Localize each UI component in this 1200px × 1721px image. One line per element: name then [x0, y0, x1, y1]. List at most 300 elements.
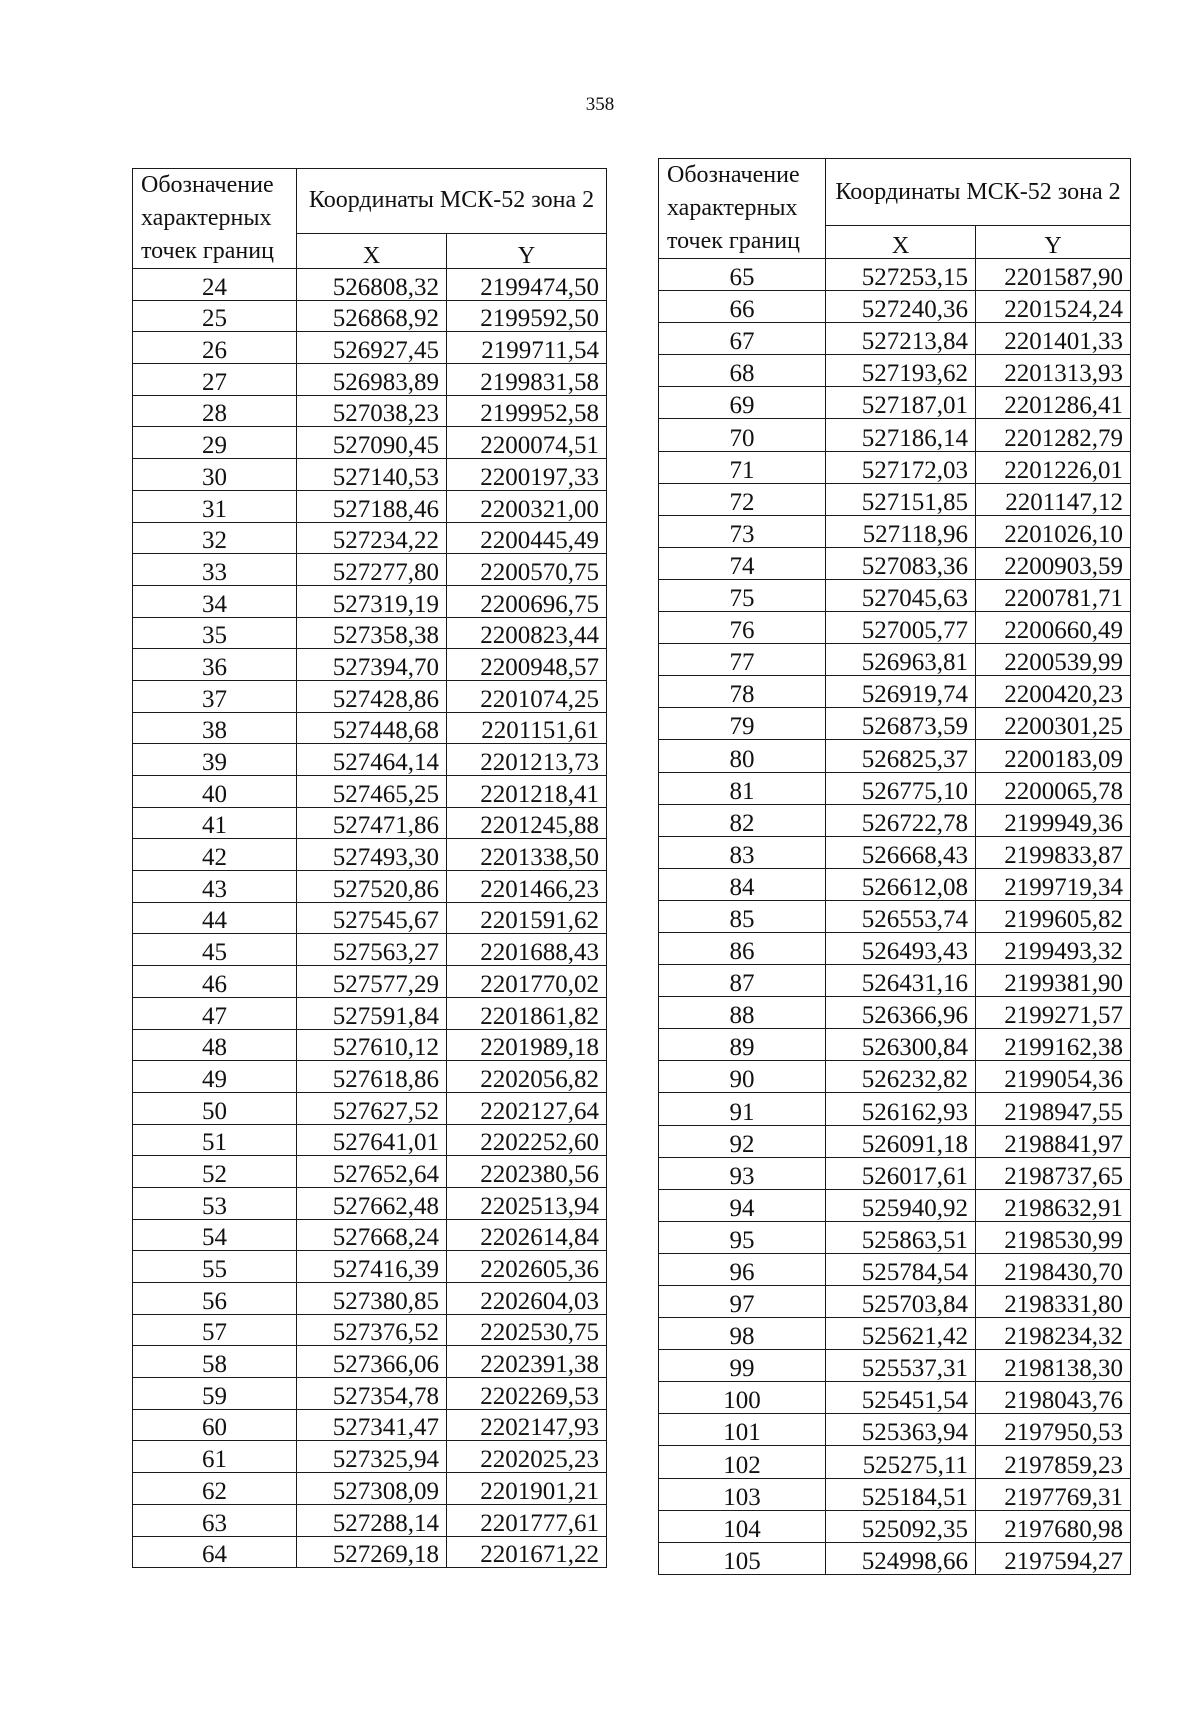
x-coordinate-cell: 527319,19: [297, 585, 447, 617]
y-coordinate-cell: 2200065,78: [976, 772, 1131, 804]
y-coordinate-cell: 2201688,43: [447, 934, 607, 966]
table-row: [659, 1061, 1131, 1093]
x-coordinate-cell: 527618,86: [297, 1061, 447, 1093]
point-number-cell: 49: [133, 1061, 297, 1093]
y-coordinate-cell: 2200696,75: [447, 585, 607, 617]
point-number-cell: 24: [133, 269, 297, 301]
point-number-cell: 45: [133, 934, 297, 966]
y-coordinate-cell: 2198430,70: [976, 1253, 1131, 1285]
y-coordinate-cell: 2202513,94: [447, 1187, 607, 1219]
table-row: [133, 332, 607, 364]
x-coordinate-cell: 527213,84: [826, 323, 976, 355]
header-y: Y: [447, 233, 607, 268]
point-number-cell: 95: [659, 1221, 826, 1253]
point-number-cell: 94: [659, 1189, 826, 1221]
y-coordinate-cell: 2202252,60: [447, 1124, 607, 1156]
y-coordinate-cell: 2201671,22: [447, 1536, 607, 1568]
point-number-cell: 101: [659, 1414, 826, 1446]
point-number-cell: 100: [659, 1382, 826, 1414]
x-coordinate-cell: 527662,48: [297, 1187, 447, 1219]
table-row: [659, 1253, 1131, 1285]
table-row: [659, 1286, 1131, 1318]
table-row: [659, 1093, 1131, 1125]
x-coordinate-cell: 527187,01: [826, 387, 976, 419]
point-number-cell: 50: [133, 1092, 297, 1124]
x-coordinate-cell: 525863,51: [826, 1221, 976, 1253]
point-number-cell: 28: [133, 395, 297, 427]
table-row: [659, 1350, 1131, 1382]
point-number-cell: 68: [659, 355, 826, 387]
x-coordinate-cell: 527240,36: [826, 291, 976, 323]
y-coordinate-cell: 2199719,34: [976, 868, 1131, 900]
y-coordinate-cell: 2198632,91: [976, 1189, 1131, 1221]
point-number-cell: 38: [133, 712, 297, 744]
table-row: [659, 965, 1131, 997]
table-row: [133, 522, 607, 554]
point-number-cell: 65: [659, 259, 826, 291]
y-coordinate-cell: 2202269,53: [447, 1378, 607, 1410]
x-coordinate-cell: 525184,51: [826, 1478, 976, 1510]
table-row: [659, 451, 1131, 483]
y-coordinate-cell: 2200183,09: [976, 740, 1131, 772]
x-coordinate-cell: 527083,36: [826, 547, 976, 579]
y-coordinate-cell: 2200903,59: [976, 547, 1131, 579]
point-number-cell: 75: [659, 579, 826, 611]
x-coordinate-cell: 527045,63: [826, 579, 976, 611]
table-row: [133, 776, 607, 808]
x-coordinate-cell: 527464,14: [297, 744, 447, 776]
point-number-cell: 72: [659, 483, 826, 515]
point-number-cell: 98: [659, 1318, 826, 1350]
coordinates-table-left: [132, 168, 607, 1568]
y-coordinate-cell: 2200420,23: [976, 676, 1131, 708]
table-row: [133, 649, 607, 681]
y-coordinate-cell: 2200539,99: [976, 644, 1131, 676]
table-row: [659, 259, 1131, 291]
x-coordinate-cell: 526232,82: [826, 1061, 976, 1093]
y-coordinate-cell: 2197859,23: [976, 1446, 1131, 1478]
point-number-cell: 35: [133, 617, 297, 649]
table-row: [133, 617, 607, 649]
table-row: [659, 1189, 1131, 1221]
table-row: [659, 579, 1131, 611]
point-number-cell: 46: [133, 966, 297, 998]
y-coordinate-cell: 2197950,53: [976, 1414, 1131, 1446]
table-row: [659, 900, 1131, 932]
y-coordinate-cell: 2198841,97: [976, 1125, 1131, 1157]
table-row: [659, 291, 1131, 323]
table-row: [659, 1221, 1131, 1253]
y-coordinate-cell: 2201151,61: [447, 712, 607, 744]
header-y: Y: [976, 226, 1131, 259]
x-coordinate-cell: 527253,15: [826, 259, 976, 291]
y-coordinate-cell: 2199271,57: [976, 997, 1131, 1029]
x-coordinate-cell: 527416,39: [297, 1251, 447, 1283]
table-row: [659, 708, 1131, 740]
point-number-cell: 67: [659, 323, 826, 355]
y-coordinate-cell: 2201286,41: [976, 387, 1131, 419]
y-coordinate-cell: 2202147,93: [447, 1409, 607, 1441]
table-row: [133, 1283, 607, 1315]
y-coordinate-cell: 2201989,18: [447, 1029, 607, 1061]
point-number-cell: 85: [659, 900, 826, 932]
table-row: [133, 1409, 607, 1441]
x-coordinate-cell: 527341,47: [297, 1409, 447, 1441]
x-coordinate-cell: 524998,66: [826, 1542, 976, 1574]
table-row: [659, 772, 1131, 804]
x-coordinate-cell: 527591,84: [297, 997, 447, 1029]
y-coordinate-cell: 2201147,12: [976, 483, 1131, 515]
table-row: [659, 419, 1131, 451]
y-coordinate-cell: 2201587,90: [976, 259, 1131, 291]
x-coordinate-cell: 527354,78: [297, 1378, 447, 1410]
point-number-cell: 54: [133, 1219, 297, 1251]
y-coordinate-cell: 2201861,82: [447, 997, 607, 1029]
point-number-cell: 87: [659, 965, 826, 997]
y-coordinate-cell: 2201213,73: [447, 744, 607, 776]
x-coordinate-cell: 527428,86: [297, 680, 447, 712]
y-coordinate-cell: 2198947,55: [976, 1093, 1131, 1125]
y-coordinate-cell: 2201245,88: [447, 807, 607, 839]
y-coordinate-cell: 2199381,90: [976, 965, 1131, 997]
table-row: [133, 1156, 607, 1188]
point-number-cell: 51: [133, 1124, 297, 1156]
table-row: [659, 644, 1131, 676]
x-coordinate-cell: 525621,42: [826, 1318, 976, 1350]
x-coordinate-cell: 525451,54: [826, 1382, 976, 1414]
y-coordinate-cell: 2199711,54: [447, 332, 607, 364]
point-number-cell: 84: [659, 868, 826, 900]
x-coordinate-cell: 526927,45: [297, 332, 447, 364]
x-coordinate-cell: 525940,92: [826, 1189, 976, 1221]
point-number-cell: 92: [659, 1125, 826, 1157]
y-coordinate-cell: 2202614,84: [447, 1219, 607, 1251]
point-number-cell: 53: [133, 1187, 297, 1219]
point-number-cell: 60: [133, 1409, 297, 1441]
x-coordinate-cell: 526366,96: [826, 997, 976, 1029]
table-row: [133, 934, 607, 966]
point-number-cell: 58: [133, 1346, 297, 1378]
point-number-cell: 91: [659, 1093, 826, 1125]
y-coordinate-cell: 2202380,56: [447, 1156, 607, 1188]
x-coordinate-cell: 527627,52: [297, 1092, 447, 1124]
y-coordinate-cell: 2202604,03: [447, 1283, 607, 1315]
y-coordinate-cell: 2198234,32: [976, 1318, 1131, 1350]
x-coordinate-cell: 527186,14: [826, 419, 976, 451]
y-coordinate-cell: 2202127,64: [447, 1092, 607, 1124]
point-number-cell: 88: [659, 997, 826, 1029]
point-number-cell: 74: [659, 547, 826, 579]
point-number-cell: 27: [133, 364, 297, 396]
point-number-cell: 34: [133, 585, 297, 617]
header-x: X: [826, 226, 976, 259]
y-coordinate-cell: 2198138,30: [976, 1350, 1131, 1382]
y-coordinate-cell: 2202391,38: [447, 1346, 607, 1378]
header-x: X: [297, 233, 447, 268]
table-row: [133, 1473, 607, 1505]
x-coordinate-cell: 525275,11: [826, 1446, 976, 1478]
x-coordinate-cell: 527448,68: [297, 712, 447, 744]
x-coordinate-cell: 527090,45: [297, 427, 447, 459]
x-coordinate-cell: 527376,52: [297, 1314, 447, 1346]
y-coordinate-cell: 2201074,25: [447, 680, 607, 712]
x-coordinate-cell: 526983,89: [297, 364, 447, 396]
table-row: [133, 1187, 607, 1219]
x-coordinate-cell: 526493,43: [826, 932, 976, 964]
y-coordinate-cell: 2201466,23: [447, 871, 607, 903]
point-number-cell: 59: [133, 1378, 297, 1410]
point-number-cell: 52: [133, 1156, 297, 1188]
point-number-cell: 42: [133, 839, 297, 871]
point-number-cell: 39: [133, 744, 297, 776]
y-coordinate-cell: 2199592,50: [447, 300, 607, 332]
x-coordinate-cell: 527545,67: [297, 902, 447, 934]
x-coordinate-cell: 527471,86: [297, 807, 447, 839]
point-number-cell: 103: [659, 1478, 826, 1510]
x-coordinate-cell: 527394,70: [297, 649, 447, 681]
table-row: [133, 1219, 607, 1251]
y-coordinate-cell: 2201777,61: [447, 1504, 607, 1536]
y-coordinate-cell: 2199162,38: [976, 1029, 1131, 1061]
x-coordinate-cell: 527325,94: [297, 1441, 447, 1473]
point-number-cell: 79: [659, 708, 826, 740]
point-number-cell: 57: [133, 1314, 297, 1346]
point-number-cell: 44: [133, 902, 297, 934]
y-coordinate-cell: 2201026,10: [976, 515, 1131, 547]
y-coordinate-cell: 2201901,21: [447, 1473, 607, 1505]
table-row: [659, 1318, 1131, 1350]
x-coordinate-cell: 527668,24: [297, 1219, 447, 1251]
table-row: [659, 868, 1131, 900]
x-coordinate-cell: 527308,09: [297, 1473, 447, 1505]
point-number-cell: 25: [133, 300, 297, 332]
point-number-cell: 76: [659, 612, 826, 644]
table-row: [133, 1536, 607, 1568]
point-number-cell: 29: [133, 427, 297, 459]
x-coordinate-cell: 526431,16: [826, 965, 976, 997]
table-row: [133, 997, 607, 1029]
y-coordinate-cell: 2201770,02: [447, 966, 607, 998]
table-row: [133, 1029, 607, 1061]
x-coordinate-cell: 527577,29: [297, 966, 447, 998]
point-number-cell: 99: [659, 1350, 826, 1382]
header-designation: Обозначение характерных точек границ: [133, 169, 297, 269]
x-coordinate-cell: 527118,96: [826, 515, 976, 547]
table-row: [133, 1124, 607, 1156]
x-coordinate-cell: 527288,14: [297, 1504, 447, 1536]
x-coordinate-cell: 527652,64: [297, 1156, 447, 1188]
table-row: [133, 807, 607, 839]
x-coordinate-cell: 526919,74: [826, 676, 976, 708]
point-number-cell: 36: [133, 649, 297, 681]
point-number-cell: 69: [659, 387, 826, 419]
y-coordinate-cell: 2200823,44: [447, 617, 607, 649]
table-row: [133, 680, 607, 712]
y-coordinate-cell: 2198530,99: [976, 1221, 1131, 1253]
y-coordinate-cell: 2199831,58: [447, 364, 607, 396]
header-coordinates: Координаты МСК-52 зона 2: [297, 169, 607, 234]
x-coordinate-cell: 527493,30: [297, 839, 447, 871]
x-coordinate-cell: 527172,03: [826, 451, 976, 483]
table-row: [133, 269, 607, 301]
table-row: [659, 483, 1131, 515]
x-coordinate-cell: 527140,53: [297, 459, 447, 491]
y-coordinate-cell: 2200301,25: [976, 708, 1131, 740]
x-coordinate-cell: 525092,35: [826, 1510, 976, 1542]
table-row: [133, 1378, 607, 1410]
table-row: [133, 1092, 607, 1124]
y-coordinate-cell: 2197680,98: [976, 1510, 1131, 1542]
point-number-cell: 62: [133, 1473, 297, 1505]
table-row: [659, 547, 1131, 579]
table-row: [133, 1251, 607, 1283]
y-coordinate-cell: 2199054,36: [976, 1061, 1131, 1093]
table-row: [659, 1478, 1131, 1510]
x-coordinate-cell: 527520,86: [297, 871, 447, 903]
y-coordinate-cell: 2200074,51: [447, 427, 607, 459]
y-coordinate-cell: 2199474,50: [447, 269, 607, 301]
y-coordinate-cell: 2201524,24: [976, 291, 1131, 323]
point-number-cell: 56: [133, 1283, 297, 1315]
table-row: [659, 612, 1131, 644]
coordinates-table-right: [658, 158, 1131, 1575]
table-row: [659, 355, 1131, 387]
x-coordinate-cell: 526091,18: [826, 1125, 976, 1157]
y-coordinate-cell: 2202530,75: [447, 1314, 607, 1346]
table-row: [133, 1441, 607, 1473]
point-number-cell: 37: [133, 680, 297, 712]
y-coordinate-cell: 2201282,79: [976, 419, 1131, 451]
table-row: [133, 1061, 607, 1093]
y-coordinate-cell: 2202056,82: [447, 1061, 607, 1093]
table-row: [133, 966, 607, 998]
y-coordinate-cell: 2197594,27: [976, 1542, 1131, 1574]
y-coordinate-cell: 2200445,49: [447, 522, 607, 554]
point-number-cell: 83: [659, 836, 826, 868]
x-coordinate-cell: 526553,74: [826, 900, 976, 932]
point-number-cell: 105: [659, 1542, 826, 1574]
y-coordinate-cell: 2200321,00: [447, 490, 607, 522]
y-coordinate-cell: 2201218,41: [447, 776, 607, 808]
x-coordinate-cell: 527366,06: [297, 1346, 447, 1378]
table-row: [133, 554, 607, 586]
point-number-cell: 31: [133, 490, 297, 522]
point-number-cell: 55: [133, 1251, 297, 1283]
x-coordinate-cell: 527151,85: [826, 483, 976, 515]
table-row: [659, 515, 1131, 547]
point-number-cell: 63: [133, 1504, 297, 1536]
point-number-cell: 30: [133, 459, 297, 491]
table-row: [659, 1446, 1131, 1478]
x-coordinate-cell: 526808,32: [297, 269, 447, 301]
y-coordinate-cell: 2201591,62: [447, 902, 607, 934]
x-coordinate-cell: 526775,10: [826, 772, 976, 804]
point-number-cell: 93: [659, 1157, 826, 1189]
y-coordinate-cell: 2198043,76: [976, 1382, 1131, 1414]
x-coordinate-cell: 525363,94: [826, 1414, 976, 1446]
table-row: [659, 1414, 1131, 1446]
point-number-cell: 48: [133, 1029, 297, 1061]
table-row: [133, 1314, 607, 1346]
x-coordinate-cell: 525537,31: [826, 1350, 976, 1382]
point-number-cell: 41: [133, 807, 297, 839]
y-coordinate-cell: 2199605,82: [976, 900, 1131, 932]
x-coordinate-cell: 525703,84: [826, 1286, 976, 1318]
x-coordinate-cell: 527610,12: [297, 1029, 447, 1061]
table-row: [133, 585, 607, 617]
table-row: [133, 459, 607, 491]
x-coordinate-cell: 526162,93: [826, 1093, 976, 1125]
table-row: [133, 902, 607, 934]
x-coordinate-cell: 526873,59: [826, 708, 976, 740]
table-row: [133, 1346, 607, 1378]
x-coordinate-cell: 527234,22: [297, 522, 447, 554]
table-row: [133, 395, 607, 427]
y-coordinate-cell: 2200197,33: [447, 459, 607, 491]
x-coordinate-cell: 527193,62: [826, 355, 976, 387]
y-coordinate-cell: 2202605,36: [447, 1251, 607, 1283]
table-row: [133, 712, 607, 744]
point-number-cell: 86: [659, 932, 826, 964]
x-coordinate-cell: 525784,54: [826, 1253, 976, 1285]
point-number-cell: 102: [659, 1446, 826, 1478]
y-coordinate-cell: 2201338,50: [447, 839, 607, 871]
table-row: [659, 1382, 1131, 1414]
y-coordinate-cell: 2200660,49: [976, 612, 1131, 644]
table-row: [133, 839, 607, 871]
table-row: [659, 1157, 1131, 1189]
point-number-cell: 90: [659, 1061, 826, 1093]
y-coordinate-cell: 2201313,93: [976, 355, 1131, 387]
point-number-cell: 32: [133, 522, 297, 554]
header-coordinates: Координаты МСК-52 зона 2: [826, 159, 1131, 226]
x-coordinate-cell: 526300,84: [826, 1029, 976, 1061]
y-coordinate-cell: 2201401,33: [976, 323, 1131, 355]
point-number-cell: 71: [659, 451, 826, 483]
point-number-cell: 64: [133, 1536, 297, 1568]
table-row: [659, 1542, 1131, 1574]
x-coordinate-cell: 526612,08: [826, 868, 976, 900]
point-number-cell: 26: [133, 332, 297, 364]
y-coordinate-cell: 2197769,31: [976, 1478, 1131, 1510]
x-coordinate-cell: 526825,37: [826, 740, 976, 772]
y-coordinate-cell: 2200781,71: [976, 579, 1131, 611]
y-coordinate-cell: 2198737,65: [976, 1157, 1131, 1189]
table-row: [659, 804, 1131, 836]
table-row: [659, 387, 1131, 419]
point-number-cell: 77: [659, 644, 826, 676]
y-coordinate-cell: 2200948,57: [447, 649, 607, 681]
x-coordinate-cell: 526722,78: [826, 804, 976, 836]
y-coordinate-cell: 2201226,01: [976, 451, 1131, 483]
x-coordinate-cell: 527038,23: [297, 395, 447, 427]
point-number-cell: 78: [659, 676, 826, 708]
point-number-cell: 61: [133, 1441, 297, 1473]
x-coordinate-cell: 527005,77: [826, 612, 976, 644]
point-number-cell: 97: [659, 1286, 826, 1318]
table-row: [659, 836, 1131, 868]
x-coordinate-cell: 526963,81: [826, 644, 976, 676]
y-coordinate-cell: 2199949,36: [976, 804, 1131, 836]
point-number-cell: 96: [659, 1253, 826, 1285]
table-row: [133, 1504, 607, 1536]
x-coordinate-cell: 526868,92: [297, 300, 447, 332]
table-row: [659, 323, 1131, 355]
point-number-cell: 47: [133, 997, 297, 1029]
x-coordinate-cell: 527563,27: [297, 934, 447, 966]
point-number-cell: 66: [659, 291, 826, 323]
point-number-cell: 104: [659, 1510, 826, 1542]
